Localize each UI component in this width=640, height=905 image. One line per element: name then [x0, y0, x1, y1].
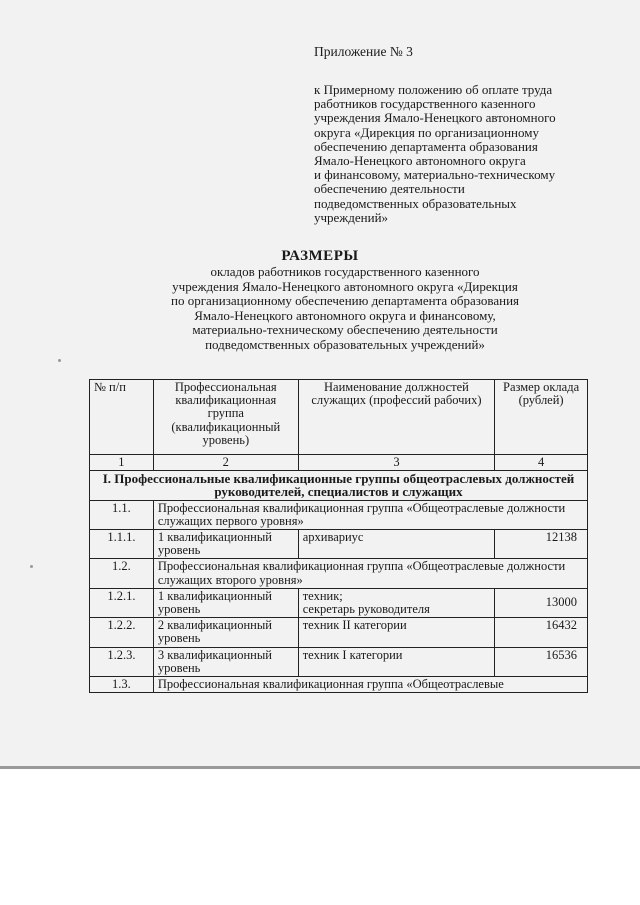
salary-value: 16536	[495, 647, 588, 676]
column-number: 2	[153, 455, 298, 471]
qualification-level: 3 квалификационный уровень	[153, 647, 298, 676]
qualification-level: 1 квалификационный уровень	[153, 530, 298, 559]
basis-line: обеспечению деятельности	[314, 181, 465, 197]
table-row	[90, 559, 588, 588]
group-title: Профессиональная квалификационная группа «Общеотраслевые должности служащих первого уровня»	[153, 500, 587, 529]
basis-line: учреждений»	[314, 209, 389, 225]
table-row	[90, 618, 588, 647]
qualification-level: 1 квалификационный уровень	[153, 588, 298, 617]
subtitle-line: учреждения Ямало-Ненецкого автономного округа «Дирекция	[172, 278, 518, 294]
column-number: 1	[90, 455, 154, 471]
table-header-row	[90, 380, 588, 455]
qualification-level: 2 квалификационный уровень	[153, 618, 298, 647]
table-row	[90, 647, 588, 676]
document-title: РАЗМЕРЫ	[281, 248, 359, 264]
row-number: 1.2.2.	[90, 618, 154, 647]
basis-line: подведомственных образовательных	[314, 195, 517, 211]
subtitle-line: подведомственных образовательных учреждений»	[205, 336, 485, 352]
header-salary: Размер оклада (рублей)	[495, 380, 588, 455]
column-number: 3	[298, 455, 494, 471]
position-name: техник;	[302, 588, 343, 603]
row-number: 1.2.	[90, 559, 154, 588]
appendix-basis	[314, 83, 614, 225]
row-number: 1.2.1.	[90, 588, 154, 617]
position-name: секретарь руководителя	[302, 602, 430, 617]
basis-line: и финансовому, материально-техническому	[314, 167, 556, 183]
table-row	[90, 500, 588, 529]
appendix-number: Приложение № 3	[314, 44, 413, 59]
scan-speck	[30, 565, 33, 568]
salary-value: 13000	[495, 588, 588, 617]
position-name: техник I категории	[298, 647, 494, 676]
row-number: 1.3.	[90, 677, 154, 693]
scan-speck	[58, 359, 61, 362]
position-name: техник II категории	[298, 618, 494, 647]
table-row	[90, 530, 588, 559]
subtitle-line: Ямало-Ненецкого автономного округа и финансовому,	[194, 307, 496, 323]
header-number: № п/п	[90, 380, 154, 455]
section-title: I. Профессиональные квалификационные группы общеотраслевых должностей руководителей, специалистов и служащих	[90, 471, 588, 500]
salary-table	[89, 379, 588, 693]
subtitle-line: по организационному обеспечению департамента образования	[170, 293, 520, 309]
basis-line: работников государственного казенного	[314, 96, 536, 112]
row-number: 1.2.3.	[90, 647, 154, 676]
basis-line: Ямало-Ненецкого автономного округа	[314, 153, 526, 169]
row-number: 1.1.	[90, 500, 154, 529]
position-cell	[298, 588, 494, 617]
document-subtitle	[120, 265, 570, 353]
salary-value: 16432	[495, 618, 588, 647]
header-position-names: Наименование должностей служащих (профессий рабочих)	[298, 380, 494, 455]
column-number-row	[90, 455, 588, 471]
basis-line: к Примерному положению об оплате труда	[314, 82, 553, 97]
page-edge	[0, 766, 640, 769]
column-number: 4	[495, 455, 588, 471]
position-name: архивариус	[298, 530, 494, 559]
table-row	[90, 588, 588, 617]
group-title: Профессиональная квалификационная группа «Общеотраслевые	[153, 677, 587, 693]
table-row	[90, 677, 588, 693]
subtitle-line: материально-техническому обеспечению деятельности	[192, 322, 498, 338]
basis-line: обеспечению департамента образования	[314, 138, 538, 154]
salary-value: 12138	[495, 530, 588, 559]
group-title: Профессиональная квалификационная группа «Общеотраслевые должности служащих второго уровня»	[153, 559, 587, 588]
row-number: 1.1.1.	[90, 530, 154, 559]
header-qualification-group: Профессиональная квалификационная группа (квалификационный уровень)	[153, 380, 298, 455]
subtitle-line: окладов работников государственного казенного	[210, 264, 480, 279]
basis-line: учреждения Ямало-Ненецкого автономного	[314, 110, 556, 126]
section-row	[90, 471, 588, 500]
basis-line: округа «Дирекция по организационному	[314, 124, 539, 140]
